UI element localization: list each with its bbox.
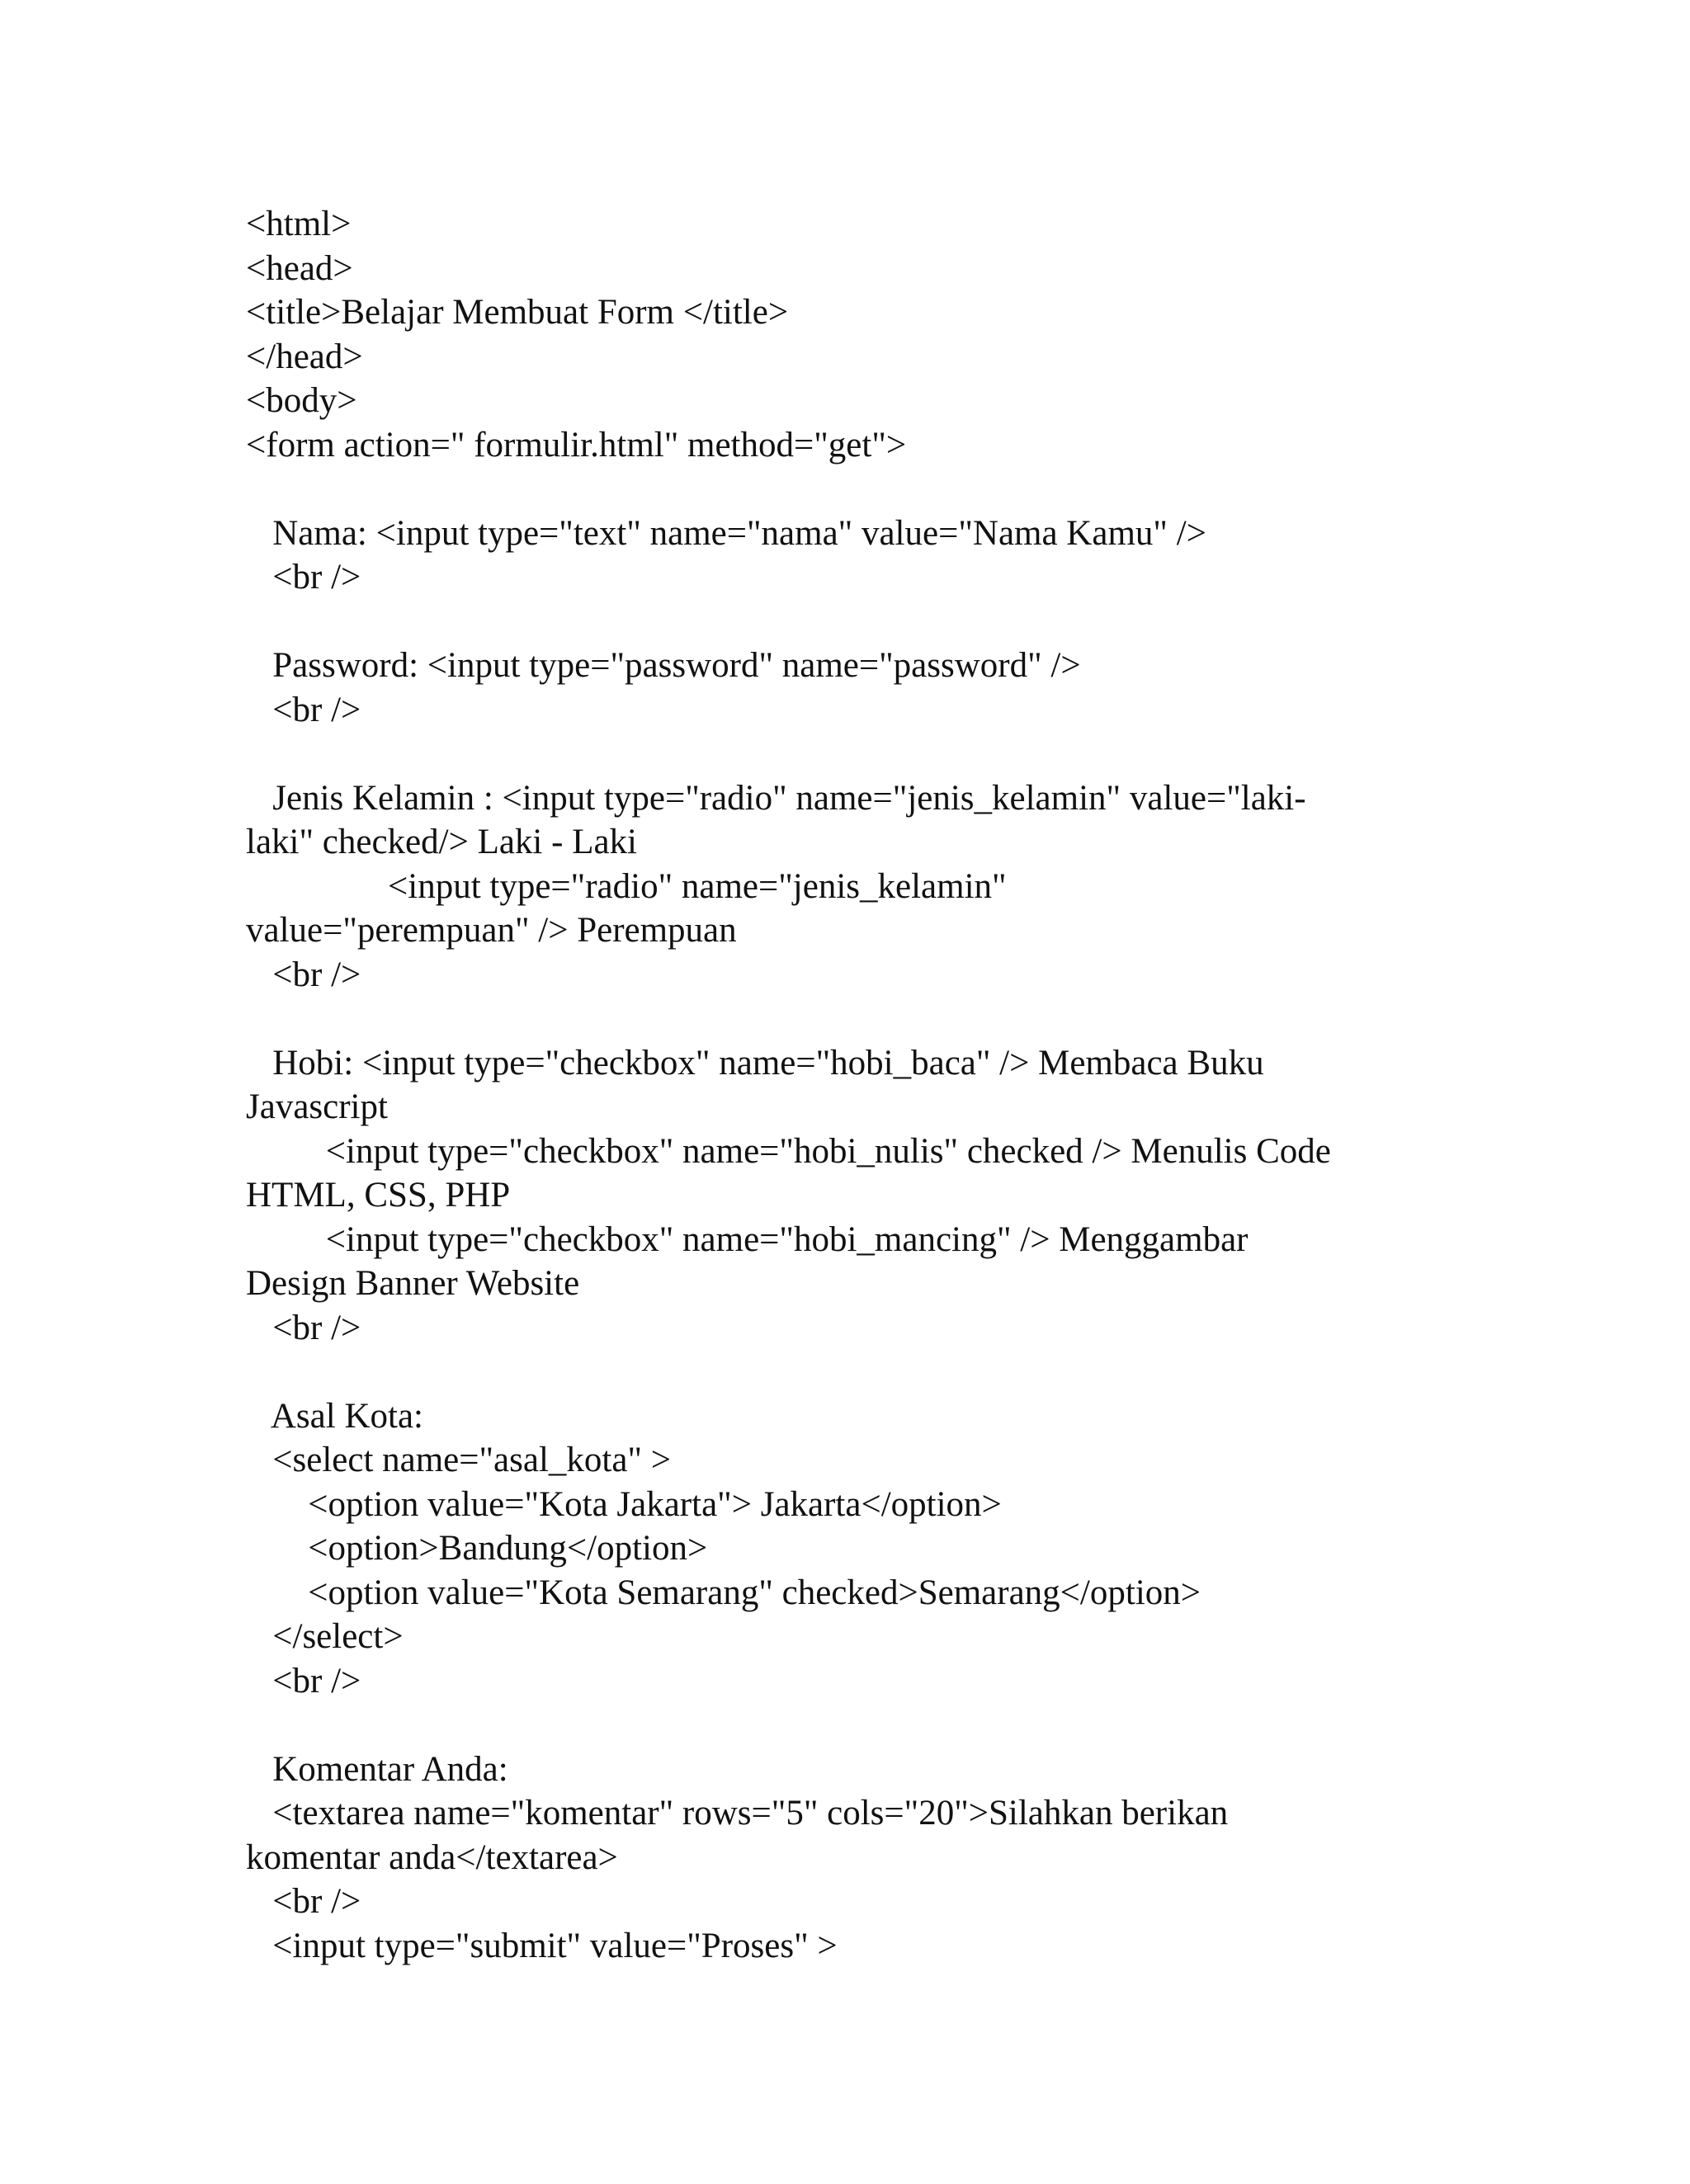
code-line: <body> xyxy=(246,381,357,420)
blank-line xyxy=(246,600,1484,644)
code-line: <br /> xyxy=(246,1308,361,1347)
code-line: <option value="Kota Jakarta"> Jakarta</option> xyxy=(246,1484,1002,1524)
code-line: <input type="checkbox" name="hobi_nulis" checked /> Menulis Code xyxy=(246,1131,1331,1171)
code-line: <option>Bandung</option> xyxy=(246,1529,708,1568)
code-line: <br /> xyxy=(246,690,361,729)
code-line: <br /> xyxy=(246,955,361,994)
code-line: HTML, CSS, PHP xyxy=(246,1176,511,1215)
code-line: <input type="radio" name="jenis_kelamin" xyxy=(246,866,1007,906)
code-line: <form action=" formulir.html" method="get"> xyxy=(246,425,907,465)
blank-line xyxy=(246,1350,1484,1394)
code-line: Asal Kota: xyxy=(246,1396,423,1436)
code-line: <html> xyxy=(246,205,352,243)
code-line: Komentar Anda: xyxy=(246,1749,508,1789)
code-line: Javascript xyxy=(246,1087,388,1126)
code-line: laki" checked/> Laki - Laki xyxy=(246,823,637,861)
code-line: <input type="submit" value="Proses" > xyxy=(246,1926,838,1965)
code-line: <br /> xyxy=(246,1661,361,1701)
code-line: value="perempuan" /> Perempuan xyxy=(246,911,737,950)
blank-line xyxy=(246,732,1484,776)
code-line: <select name="asal_kota" > xyxy=(246,1441,671,1479)
code-line: <title>Belajar Membuat Form </title> xyxy=(246,293,789,332)
blank-line xyxy=(246,1703,1484,1748)
code-line: <head> xyxy=(246,248,353,288)
blank-line xyxy=(246,467,1484,512)
code-line: Jenis Kelamin : <input type="radio" name="jenis_kelamin" value="laki- xyxy=(246,778,1306,818)
blank-line xyxy=(246,997,1484,1041)
code-line: </select> xyxy=(246,1617,404,1656)
code-line: <option value="Kota Semarang" checked>Semarang</option> xyxy=(246,1573,1201,1612)
code-listing xyxy=(246,202,1484,1968)
code-line: Design Banner Website xyxy=(246,1264,580,1303)
code-line: Password: <input type="password" name="password" /> xyxy=(246,646,1081,685)
code-line: Nama: <input type="text" name="nama" value="Nama Kamu" /> xyxy=(246,513,1206,553)
code-line: <textarea name="komentar" rows="5" cols="20">Silahkan berikan xyxy=(246,1794,1229,1833)
code-line: <br /> xyxy=(246,1882,361,1921)
code-line: <br /> xyxy=(246,558,361,597)
code-line: komentar anda</textarea> xyxy=(246,1837,618,1877)
code-line: Hobi: <input type="checkbox" name="hobi_baca" /> Membaca Buku xyxy=(246,1043,1264,1083)
code-line: <input type="checkbox" name="hobi_mancing" /> Menggambar xyxy=(246,1219,1249,1259)
code-line: </head> xyxy=(246,337,363,376)
